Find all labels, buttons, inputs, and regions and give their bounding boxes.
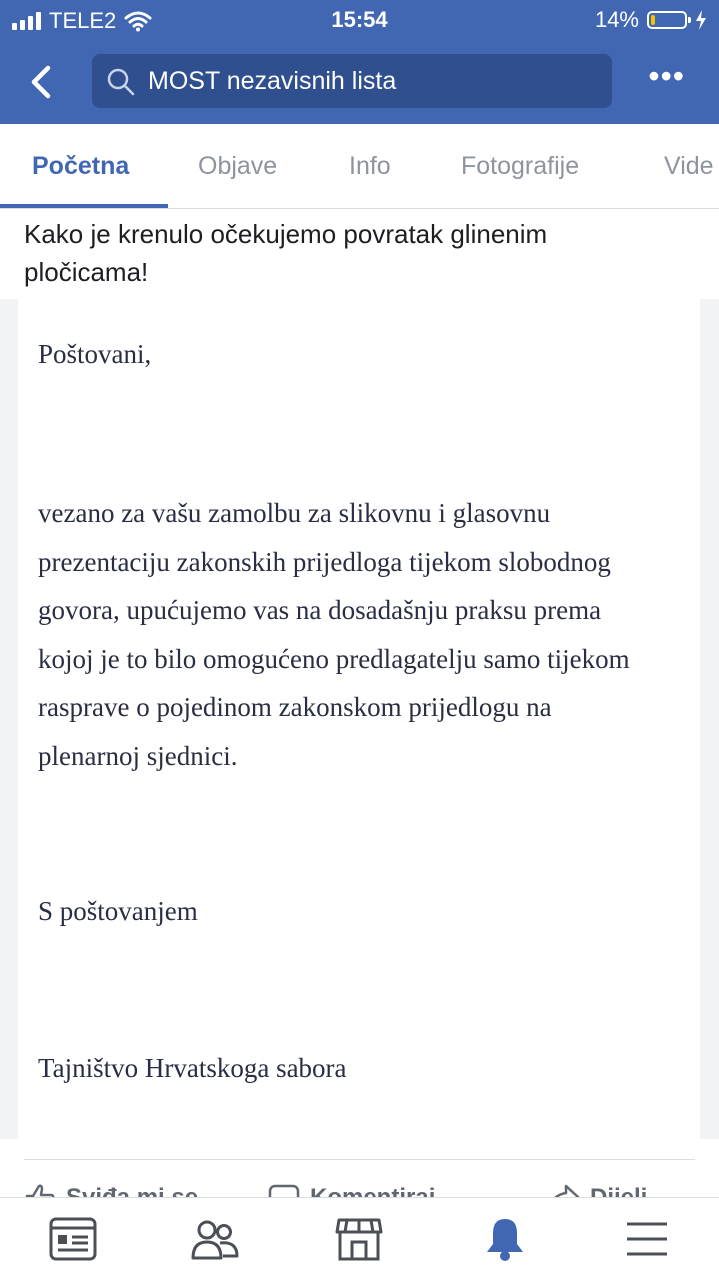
carrier-name: TELE2 bbox=[49, 8, 117, 33]
post-actions bbox=[0, 1139, 719, 1197]
top-bar bbox=[0, 0, 719, 124]
letter-greeting: Poštovani, bbox=[38, 339, 152, 369]
chevron-left-icon[interactable] bbox=[24, 62, 64, 102]
letter-document bbox=[18, 299, 700, 1139]
letter-line: govora, upućujemo vas na dosadašnju praksu prema bbox=[38, 595, 602, 625]
status-bar bbox=[0, 0, 719, 40]
battery-percent: 14% bbox=[594, 7, 639, 32]
search-query: MOST nezavisnih lista bbox=[148, 67, 397, 95]
marketplace-icon[interactable] bbox=[334, 1216, 384, 1262]
tab-fotografije[interactable]: Fotografije bbox=[461, 152, 580, 180]
post-image[interactable] bbox=[0, 299, 719, 1139]
bottom-tab-bar bbox=[0, 1197, 719, 1281]
letter-closing: S poštovanjem bbox=[38, 896, 198, 926]
post-text: Kako je krenulo očekujemo povratak glinenim pločicama! bbox=[24, 219, 548, 287]
page-tabs bbox=[0, 124, 719, 209]
battery-level bbox=[651, 15, 655, 25]
groups-icon[interactable] bbox=[190, 1216, 240, 1262]
letter-line: vezano za vašu zamolbu za slikovnu i glasovnu bbox=[38, 498, 551, 528]
letter-signature: Tajništvo Hrvatskoga sabora bbox=[38, 1053, 347, 1083]
letter-line: kojoj je to bilo omogućeno predlagatelju samo tijekom bbox=[38, 643, 630, 674]
letter-body bbox=[38, 489, 683, 780]
actions-divider bbox=[24, 1159, 695, 1160]
letter-line: rasprave o pojedinom zakonskom prijedlogu na bbox=[38, 692, 552, 722]
more-dots-icon[interactable]: ••• bbox=[648, 58, 685, 94]
letter-line: prezentaciju zakonskih prijedloga tijekom slobodnog bbox=[38, 546, 611, 577]
clock: 15:54 bbox=[331, 7, 388, 32]
battery-icon bbox=[647, 11, 687, 29]
charging-bolt-icon bbox=[695, 10, 707, 30]
news-feed-icon[interactable] bbox=[48, 1216, 98, 1262]
search-bar[interactable] bbox=[92, 54, 612, 108]
search-icon bbox=[106, 67, 136, 97]
tab-objave[interactable]: Objave bbox=[198, 152, 278, 180]
status-right bbox=[595, 7, 707, 33]
tab-info[interactable]: Info bbox=[349, 152, 391, 180]
notifications-bell-icon[interactable] bbox=[480, 1216, 530, 1262]
post-text-container bbox=[0, 209, 719, 299]
active-tab-indicator bbox=[0, 204, 168, 208]
tab-pocetna[interactable]: Početna bbox=[32, 152, 130, 180]
letter-line: plenarnoj sjednici. bbox=[38, 740, 238, 771]
tab-videozapisi[interactable]: Vide bbox=[664, 152, 714, 180]
menu-icon[interactable] bbox=[622, 1216, 672, 1262]
